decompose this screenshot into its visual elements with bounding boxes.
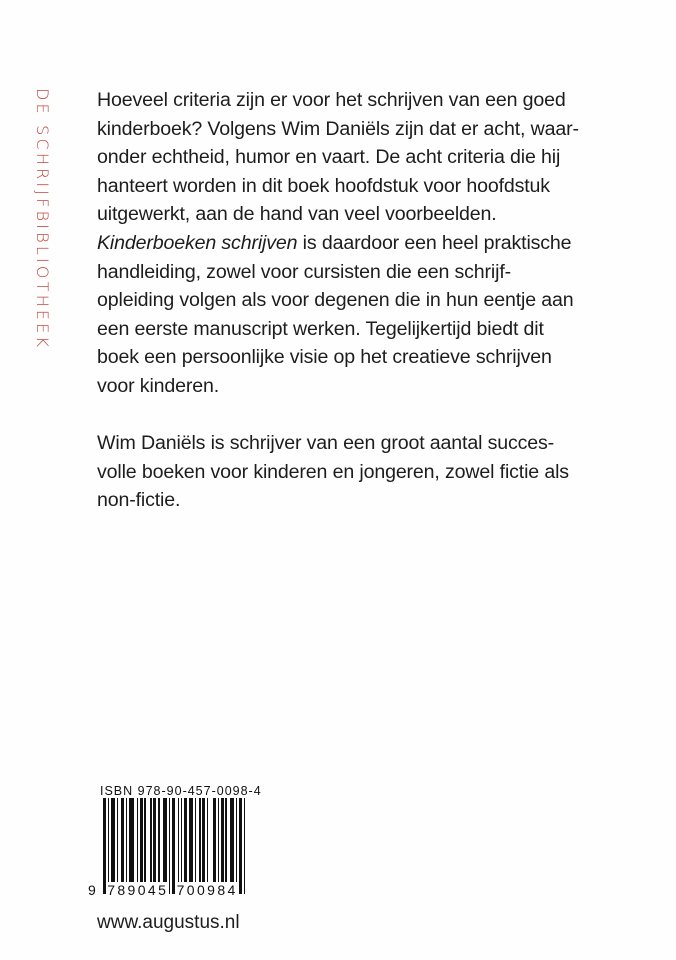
text-line: non-fictie. (97, 489, 181, 512)
barcode-digits (88, 882, 239, 898)
text-line: Wim Daniëls is schrijver van een groot aantal succes- (97, 432, 555, 455)
text-line: opleiding volgen als voor degenen die in hun eentje aan (97, 289, 574, 312)
text-line: handleiding, zowel voor cursisten die een schrijf- (97, 260, 511, 283)
text-fragment: is daardoor een heel praktische (297, 231, 572, 254)
publisher-website: www.augustus.nl (97, 912, 240, 933)
text-line: onder echtheid, humor en vaart. De acht criteria die hij (97, 146, 561, 169)
barcode-digits-left: 789045 (107, 882, 169, 898)
text-line: volle boeken voor kinderen en jongeren, zowel fictie als (97, 460, 569, 483)
text-line: voor kinderen. (97, 374, 220, 397)
book-title-italic: Kinderboeken schrijven (97, 231, 298, 254)
series-spine-title: DE SCHRIJFBIBLIOTHEEK (33, 88, 52, 351)
blurb-paragraph-author (97, 429, 657, 515)
barcode-digits-right: 700984 (176, 882, 238, 898)
blurb-paragraph-1 (97, 86, 657, 401)
isbn-label: ISBN 978-90-457-0098-4 (100, 784, 262, 798)
text-line (97, 229, 657, 258)
barcode-digit-prefix: 9 (88, 882, 99, 898)
back-cover-blurb (97, 86, 657, 515)
text-line: een eerste manuscript werken. Tegelijkertijd biedt dit (97, 317, 544, 340)
text-line: uitgewerkt, aan de hand van veel voorbeelden. (97, 203, 497, 226)
text-line: kinderboek? Volgens Wim Daniëls zijn dat er acht, waar- (97, 117, 579, 140)
text-line: hanteert worden in dit boek hoofdstuk voor hoofdstuk (97, 174, 550, 197)
text-line: Hoeveel criteria zijn er voor het schrijven van een goed (97, 89, 566, 111)
barcode-image (103, 798, 248, 894)
text-line: boek een persoonlijke visie op het creatieve schrijven (97, 346, 552, 369)
